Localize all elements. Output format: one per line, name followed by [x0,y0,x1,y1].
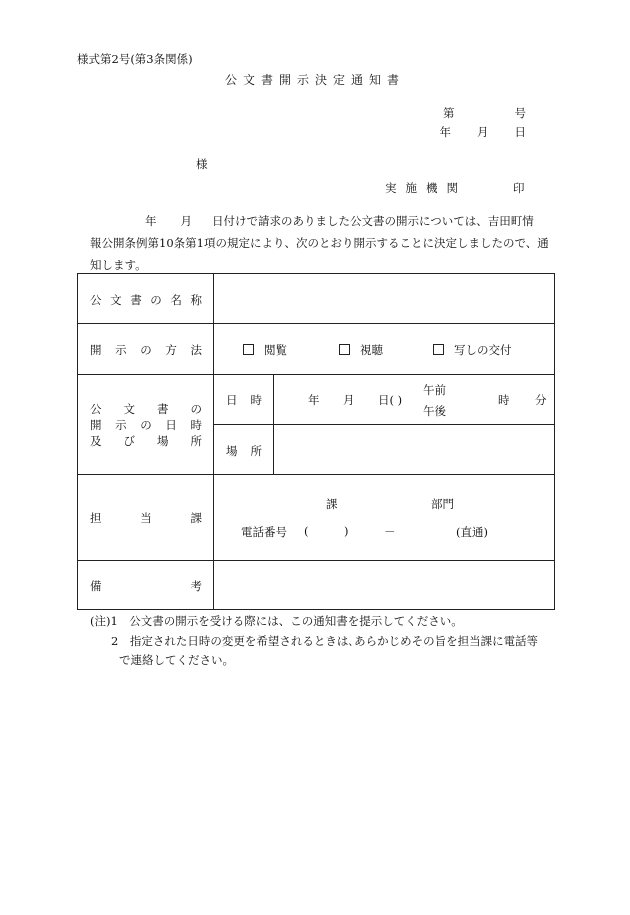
minute-label: 分 [535,393,547,407]
location-value[interactable] [275,426,551,472]
seal-mark: 印 [513,181,525,195]
pm-label: 午後 [423,404,446,418]
method-option-copy[interactable]: 写しの交付 [433,342,512,358]
issue-date-line [440,124,527,140]
phone-label: 電話番号 [241,525,287,539]
remarks-value[interactable] [215,562,551,607]
dt-day: 日( ) [378,393,403,407]
page-title: 公文書開示決定通知書 [224,73,405,87]
form-number: 様式第2号(第3条関係) [77,52,193,66]
nichiji-label: 日 時 [226,393,262,407]
body-line-3: 知します。 [90,258,147,272]
body-line-1: 年 月 日付けで請求のありました公文書の開示については、吉田町情 [145,214,534,228]
note-2: 2 指定された日時の変更を希望されるときは､あらかじめその旨を担当課に電話等 [111,634,539,648]
method-label: 開 示 の 方 法 [90,343,202,357]
am-label: 午前 [423,383,446,397]
note-3: で連絡してください。 [119,653,234,667]
document-number-line [443,105,526,121]
phone-dash: － [384,525,396,539]
year-label: 年 [439,125,451,139]
section-label: 担 当 課 [90,511,202,525]
phone-open-paren: ( [304,524,309,538]
checkbox-icon[interactable] [243,344,254,355]
doc-name-label: 公 文 書 の 名 称 [90,293,202,307]
hour-label: 時 [498,393,510,407]
basho-label: 場 所 [226,444,262,458]
decision-table [77,273,555,610]
dt-year: 年 [308,393,320,407]
ka-label: 課 [326,497,338,511]
doc-name-value[interactable] [215,276,551,321]
direct-line-label: (直通) [456,525,488,539]
dt-month: 月 [343,393,355,407]
checkbox-icon[interactable] [339,344,350,355]
month-label: 月 [477,125,489,139]
datetime-label-1: 公 文 書 の [90,402,202,416]
method-option-audiovisual[interactable]: 視聴 [339,342,383,358]
bumon-label: 部門 [431,497,454,511]
issuer-organization: 実施機関 [385,181,467,195]
datetime-label-2: 開 示 の 日 時 [90,418,202,432]
method-option-viewing[interactable]: 閲覧 [243,342,287,358]
day-label: 日 [514,125,526,139]
checkbox-icon[interactable] [433,344,444,355]
go-label: 号 [514,106,526,120]
phone-close-paren: ) [344,524,349,538]
dai-label: 第 [443,106,455,120]
remarks-label: 備 考 [90,579,202,593]
body-line-2: 報公開条例第10条第1項の規定により、次のとおり開示することに決定しましたので、通 [90,236,549,250]
addressee-sama: 様 [196,157,208,171]
datetime-label-3: 及 び 場 所 [90,434,202,448]
notice-body [90,210,560,276]
note-1: (注)1 公文書の開示を受ける際には、この通知書を提示してください。 [90,614,463,628]
